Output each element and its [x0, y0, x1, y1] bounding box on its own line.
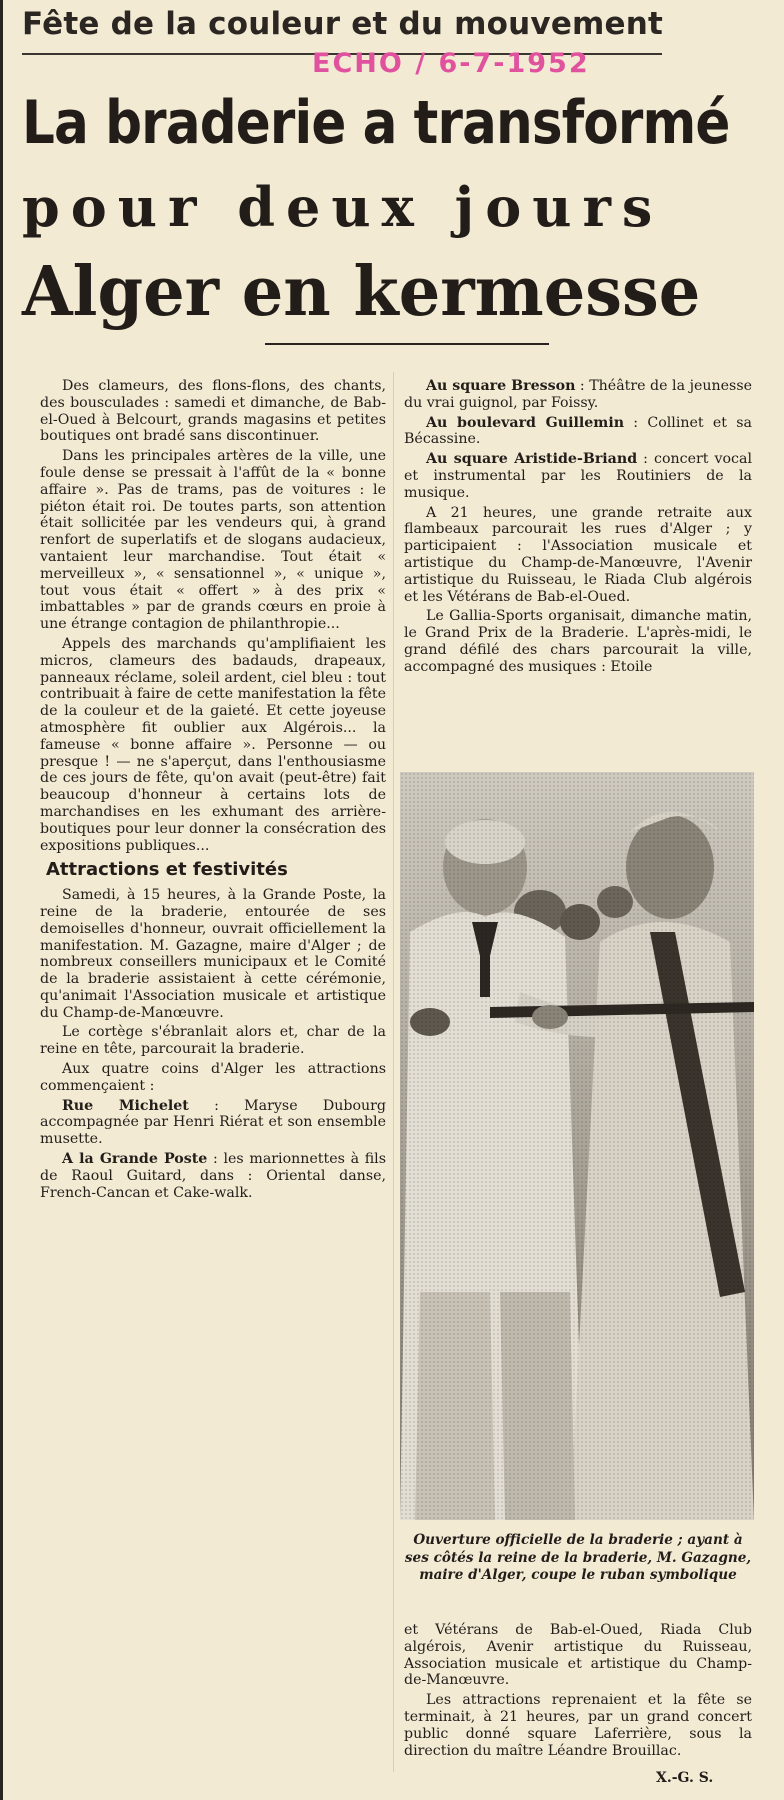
attraction-label: A la Grande Poste — [62, 1151, 208, 1168]
paragraph: Les attractions reprenaient et la fête se terminait, à 21 heures, par un grand concert public donné square Laferrière, sous la direction du maître Léandre Brouillac. — [404, 1692, 752, 1759]
paragraph: Dans les principales artères de la ville, une foule dense se pressait à l'affût de la « bonne affaire ». Pas de trams, pas de voitures : le piéton était roi. De toutes parts, son attention était sollicitée par les vendeurs qui, à grand renfort de superlatifs et de slogans audacieux, vantaient leur marchandise. Tout était « merveilleux », « sensationnel », « unique », tout vous était « offert » à des prix « imbattables » par de grands cœurs en proie à une étrange contagion de philanthropie... — [40, 448, 386, 633]
attraction-item — [40, 1098, 386, 1148]
attraction-item — [404, 415, 752, 449]
paragraph: Appels des marchands qu'amplifiaient les micros, clameurs des badauds, drapeaux, panneaux réclame, soleil ardent, ciel bleu : tout contribuait à faire de cette manifestation la fête de la couleur et de la gaieté. Et cette joyeuse atmosphère fit oublier aux Algérois... la fameuse « bonne affaire ». Personne — ou presque ! — ne s'aperçut, dans l'enthousiasme de ces jours de fête, qu'on avait (peut-être) fait beaucoup d'honneur à certains lots de marchandises en les exhumant des arrière-boutiques pour leur donner la consécration des expositions publiques... — [40, 635, 386, 854]
section-subhead: Attractions et festivités — [46, 859, 288, 881]
attraction-label: Au square Aristide-Briand — [426, 451, 638, 468]
attraction-label: Rue Michelet — [62, 1097, 189, 1114]
attraction-item — [404, 378, 752, 412]
attraction-text: : Collinet et sa Bécassine. — [404, 414, 752, 448]
column-divider — [393, 372, 394, 1772]
paragraph: Aux quatre coins d'Alger les attractions commençaient : — [40, 1061, 386, 1094]
article-left-column — [40, 378, 386, 1204]
paragraph: Le cortège s'ébranlait alors et, char de la reine en tête, parcourait la braderie. — [40, 1024, 386, 1058]
attraction-text: : Maryse Dubourg accompagnée par Henri Riérat et son ensemble musette. — [40, 1097, 386, 1148]
attraction-item — [404, 451, 752, 501]
paragraph: Samedi, à 15 heures, à la Grande Poste, la reine de la braderie, entourée de ses demoiselles d'honneur, ouvrait officiellement la manifestation. M. Gazagne, maire d'Alger ; de nombreux conseillers municipaux et le Comité de la braderie assistaient à cette cérémonie, qu'animait l'Association musicale et artistique du Champ-de-Manœuvre. — [40, 887, 386, 1021]
attraction-label: Au square Bresson — [426, 378, 576, 394]
attraction-text: : Théâtre de la jeunesse du vrai guignol, par Foissy. — [404, 378, 752, 411]
author-signature: X.-G. S. — [656, 1770, 714, 1786]
headline-rule — [265, 343, 549, 345]
attraction-text: : les marionnettes à fils de Raoul Guitard, dans : Oriental danse, French-Cancan et Cake-walk. — [40, 1151, 386, 1201]
paragraph: Le Gallia-Sports organisait, dimanche matin, le Grand Prix de la Braderie. L'après-midi, le grand défilé des chars parcourait la ville, accompagné des musiques : Etoile — [404, 608, 752, 675]
paragraph: et Vétérans de Bab-el-Oued, Riada Club algérois, Avenir artistique du Ruisseau, Association musicale et artistique du Champ-de-Manœuvre. — [404, 1622, 752, 1689]
attraction-text: : concert vocal et instrumental par les Routiniers de la musique. — [404, 451, 752, 501]
headline-line-1: La braderie a transformé — [22, 88, 730, 158]
attraction-item — [40, 1151, 386, 1201]
paragraph: A 21 heures, une grande retraite aux flambeaux parcourait les rues d'Alger ; y participaient : l'Association musicale et artistique du Champ-de-Manœuvre, l'Avenir artistique du Ruisseau, le Riada Club algérois et les Vétérans de Bab-el-Oued. — [404, 504, 752, 605]
paragraph: Des clameurs, des flons-flons, des chants, des bousculades : samedi et dimanche, de Bab-el-Oued à Belcourt, grands magasins et petites boutiques ont bradé sans discontinuer. — [40, 378, 386, 445]
article-right-column — [404, 378, 752, 679]
photograph-mayor-cutting-ribbon-icon — [400, 772, 754, 1520]
headline-line-3: Alger en kermesse — [22, 252, 701, 332]
attraction-label: Au boulevard Guillemin — [426, 414, 625, 431]
clipping-edge — [0, 0, 3, 1800]
source-date-stamp: ECHO / 6-7-1952 — [312, 48, 590, 79]
photo-caption: Ouverture officielle de la braderie ; ayant à ses côtés la reine de la braderie, M. Gazagne, maire d'Alger, coupe le ruban symbolique — [404, 1532, 752, 1583]
headline-line-2: pour deux jours — [22, 175, 664, 239]
photo-illustration — [400, 772, 754, 1520]
article-kicker: Fête de la couleur et du mouvement — [22, 6, 664, 42]
article-right-column-continued — [404, 1622, 752, 1762]
